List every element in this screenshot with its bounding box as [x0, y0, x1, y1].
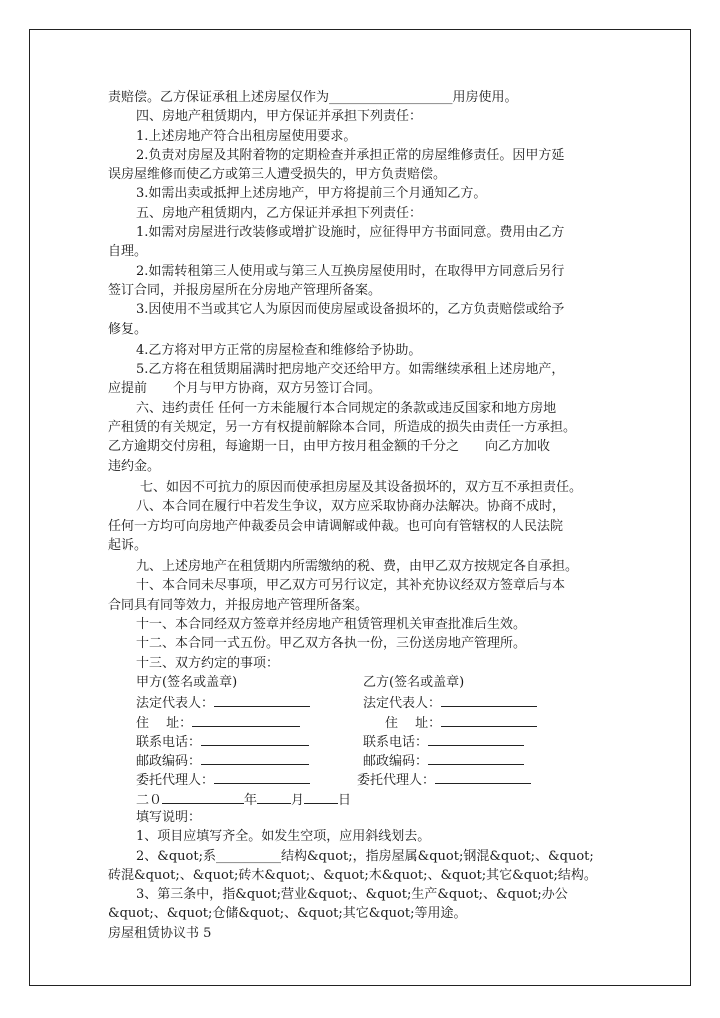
year-label: 年: [244, 792, 258, 808]
clause-heading: 十二、本合同一式五份。甲乙双方各执一份，三份送房地产管理所。: [136, 636, 527, 652]
text-line: 2.如需转租第三人使用或与第三人互换房屋使用时，在取得甲方同意后另行: [136, 263, 565, 279]
footer-title: 房屋租赁协议书 5: [108, 925, 212, 941]
text-line: 乙方逾期交付房租，每逾期一日，由甲方按月租金额的千分之 向乙方加收: [108, 439, 551, 455]
contract-body: [108, 88, 614, 943]
clause-heading: 六、违约责任 任何一方未能履行本合同规定的条款或违反国家和地方房地: [136, 400, 557, 416]
note-line: 2、&quot;系__________结构&quot;，指房屋属&quot;钢混&quot;、&quot;: [136, 848, 594, 864]
text-line: 1.如需对房屋进行改装修或增扩设施时，应征得甲方书面同意。费用由乙方: [136, 225, 565, 241]
note-line: 1、项目应填写齐全。如发生空项，应用斜线划去。: [136, 829, 431, 845]
text-line: 3.如需出卖或抵押上述房地产，甲方将提前三个月通知乙方。: [136, 186, 487, 202]
day-label: 日: [338, 792, 352, 808]
month-label: 月: [291, 792, 305, 808]
legal-rep-label-a: 法定代表人：: [136, 696, 215, 712]
text-line: 任何一方均可向房地产仲裁委员会申请调解或仲裁。也可向有管辖权的人民法院: [108, 518, 564, 534]
text-line: 起诉。: [108, 537, 148, 553]
party-b-label: 乙方(签名或盖章): [363, 674, 465, 690]
phone-field-a[interactable]: [201, 731, 309, 746]
text-line: 违约金。: [108, 458, 161, 474]
text-line: 修复。: [108, 321, 148, 337]
address-label-b: 住 址：: [385, 715, 442, 731]
day-field[interactable]: [304, 789, 338, 804]
text-line: 应提前 个月与甲方协商，双方另签订合同。: [108, 381, 382, 397]
notes-heading: 填写说明：: [136, 809, 202, 825]
text-line: 误房屋维修而使乙方或第三人遭受损失的，甲方负责赔偿。: [108, 167, 447, 183]
clause-heading: 十一、本合同经双方签章并经房地产租赁管理机关审查批准后生效。: [136, 617, 527, 633]
signature-row: [108, 712, 614, 731]
text-line: 责赔偿。乙方保证承租上述房屋仅作为___________________用房使用。: [108, 90, 518, 105]
clause-heading: 四、房地产租赁期内，甲方保证并承担下列责任：: [136, 109, 423, 125]
postcode-label-a: 邮政编码：: [136, 754, 202, 770]
party-a-label: 甲方(签名或盖章): [136, 674, 238, 690]
agent-label-b: 委托代理人：: [357, 773, 436, 789]
agent-field-b[interactable]: [435, 769, 531, 784]
text-line: 5.乙方将在租赁期届满时把房地产交还给甲方。如需继续承租上述房地产，: [136, 362, 565, 378]
text-line: 自理。: [108, 244, 148, 260]
text-line: 产租赁的有关规定，另一方有权提前解除本合同，所造成的损失由责任一方承担。: [108, 420, 577, 436]
clause-heading: 九、上述房地产在租赁期内所需缴纳的税、费，由甲乙双方按规定各自承担。: [136, 559, 579, 575]
text-line: 2.负责对房屋及其附着物的定期检查并承担正常的房屋维修责任。因甲方延: [136, 147, 565, 163]
text-line: 3.因使用不当或其它人为原因而使房屋或设备损坏的，乙方负责赔偿或给予: [136, 302, 565, 318]
text-line: 合同具有同等效力，并报房地产管理所备案。: [108, 597, 369, 613]
month-field[interactable]: [257, 789, 291, 804]
agent-label-a: 委托代理人：: [136, 773, 215, 789]
clause-heading: 十三、双方约定的事项：: [136, 655, 280, 671]
note-line: &quot;、&quot;仓储&quot;、&quot;其它&quot;等用途。: [108, 906, 467, 922]
text-line: 1.上述房地产符合出租房屋使用要求。: [136, 128, 357, 144]
clause-heading: 五、房地产租赁期内，乙方保证并承担下列责任：: [136, 205, 423, 221]
clause-heading: 十、本合同未尽事项，甲乙双方可另行议定，其补充协议经双方签章后与本: [136, 578, 566, 594]
clause-heading: 八、本合同在履行中若发生争议，双方应采取协商办法解决。协商不成时，: [136, 499, 566, 515]
phone-label-b: 联系电话：: [363, 734, 429, 750]
note-line: 砖混&quot;、&quot;砖木&quot;、&quot;木&quot;、&quot;其它&quot;结构。: [108, 867, 597, 883]
date-line: [108, 789, 614, 808]
year-field[interactable]: [162, 789, 244, 804]
address-label-a: 住 址：: [136, 715, 193, 731]
note-line: 3、第三条中，指&quot;营业&quot;、&quot;生产&quot;、&quot;办公: [136, 887, 568, 903]
postcode-field-a[interactable]: [201, 750, 309, 765]
agent-field-a[interactable]: [214, 769, 310, 784]
text-line: 4.乙方将对甲方正常的房屋检查和维修给予协助。: [136, 342, 422, 358]
signature-header: [108, 673, 614, 692]
date-prefix: 二０: [136, 792, 163, 808]
signature-row: [108, 731, 614, 750]
signature-row: [108, 692, 614, 711]
clause-heading: 七、如因不可抗力的原因而使承担房屋及其设备损坏的，双方互不承担责任。: [140, 479, 583, 495]
signature-row: [108, 750, 614, 769]
address-field-a[interactable]: [192, 712, 300, 727]
address-field-b[interactable]: [441, 712, 537, 727]
signature-row: [108, 769, 614, 788]
legal-rep-label-b: 法定代表人：: [363, 696, 442, 712]
phone-label-a: 联系电话：: [136, 734, 202, 750]
postcode-field-b[interactable]: [428, 750, 524, 765]
text-line: 签订合同，并报房屋所在分房地产管理所备案。: [108, 282, 382, 298]
postcode-label-b: 邮政编码：: [363, 754, 429, 770]
legal-rep-field-b[interactable]: [441, 692, 537, 707]
phone-field-b[interactable]: [428, 731, 524, 746]
legal-rep-field-a[interactable]: [214, 692, 310, 707]
